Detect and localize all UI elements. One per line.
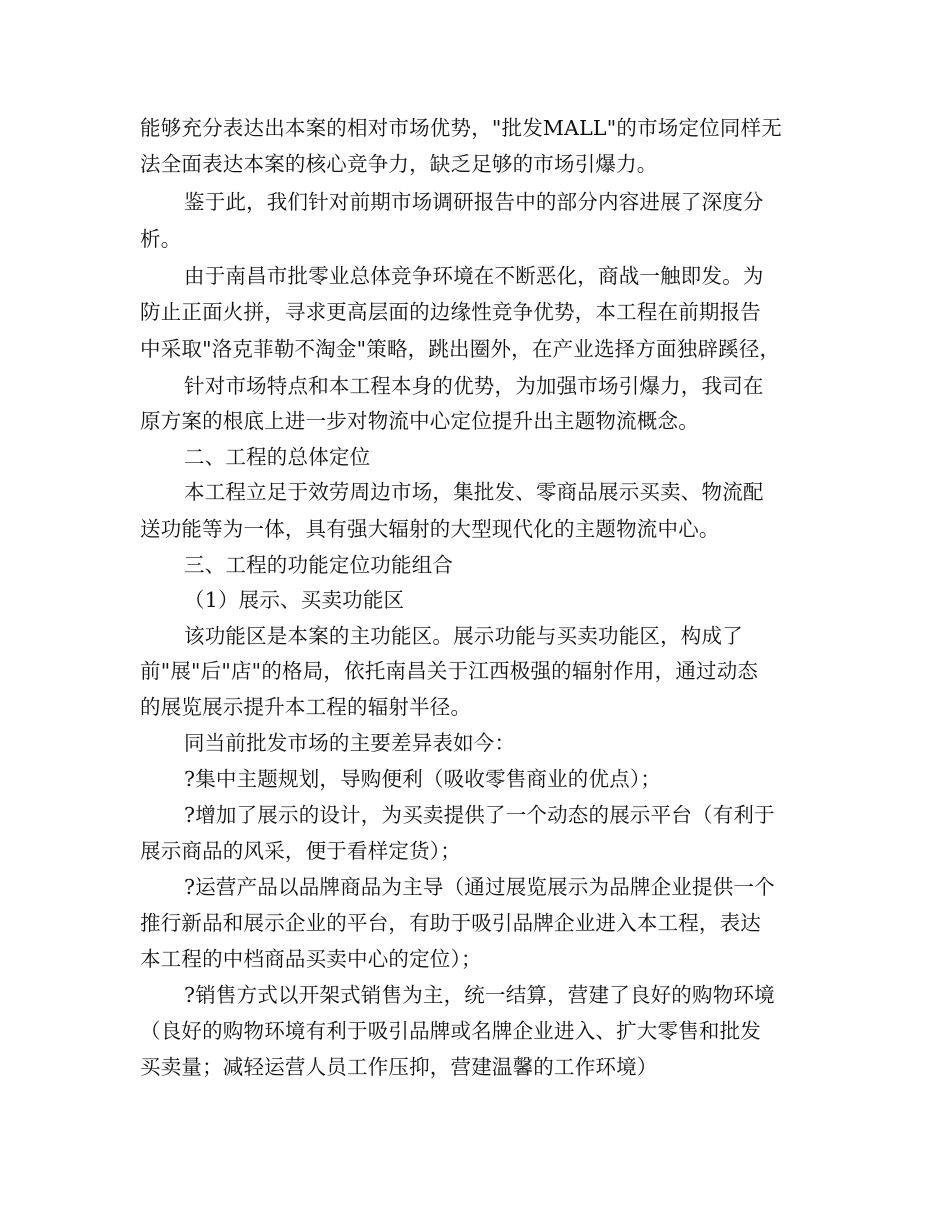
text-line: 本工程的中档商品买卖中心的定位）； xyxy=(140,947,482,971)
text-line: 中采取"洛克菲勒不淘金"策略，跳出圈外，在产业选择方面独辟蹊径， xyxy=(140,337,781,361)
subsection-heading: （1）展示、买卖功能区 xyxy=(184,588,405,612)
text-line: 针对市场特点和本工程本身的优势，为加强市场引爆力，我司在 xyxy=(184,374,764,398)
text-line: 推行新品和展示企业的平台，有助于吸引品牌企业进入本工程，表达 xyxy=(140,911,761,935)
text-line: 展示商品的风采，便于看样定货）； xyxy=(140,839,461,863)
section-heading: 二、工程的总体定位 xyxy=(184,445,371,469)
text-line: 同当前批发市场的主要差异表如今： xyxy=(184,731,516,755)
text-line: 原方案的根底上进一步对物流中心定位提升出主题物流概念。 xyxy=(140,409,699,433)
text-line: 本工程立足于效劳周边市场，集批发、零商品展示买卖、物流配 xyxy=(184,480,764,504)
text-line: 法全面表达本案的核心竞争力，缺乏足够的市场引爆力。 xyxy=(140,152,658,176)
list-item: ?销售方式以开架式销售为主，统一结算，营建了良好的购物环境 xyxy=(184,983,775,1007)
text-line: 该功能区是本案的主功能区。展示功能与买卖功能区，构成了 xyxy=(184,624,743,648)
text-line: 买卖量；减轻运营人员工作压抑，营建温馨的工作环境） xyxy=(140,1055,658,1079)
text-line: 防止正面火拼，寻求更高层面的边缘性竞争优势，本工程在前期报告 xyxy=(140,300,761,324)
list-item: ?增加了展示的设计，为买卖提供了一个动态的展示平台（有利于 xyxy=(184,803,775,827)
text-line: 的展览展示提升本工程的辐射半径。 xyxy=(140,695,472,719)
text-line: 由于南昌市批零业总体竞争环境在不断恶化，商战一触即发。为 xyxy=(184,264,764,288)
list-item: ?运营产品以品牌商品为主导（通过展览展示为品牌企业提供一个 xyxy=(184,875,775,899)
list-item: ?集中主题规划，导购便利（吸收零售商业的优点）； xyxy=(184,767,662,791)
text-line: 能够充分表达出本案的相对市场优势，"批发MALL"的市场定位同样无 xyxy=(140,116,782,140)
text-line: （良好的购物环境有利于吸引品牌或名牌企业进入、扩大零售和批发 xyxy=(140,1019,761,1043)
section-heading: 三、工程的功能定位功能组合 xyxy=(184,553,454,577)
text-line: 前"展"后"店"的格局，依托南昌关于江西极强的辐射作用，通过动态 xyxy=(140,659,759,683)
text-line: 送功能等为一体，具有强大辐射的大型现代化的主题物流中心。 xyxy=(140,517,720,541)
text-line: 析。 xyxy=(140,227,182,251)
text-line: 鉴于此，我们针对前期市场调研报告中的部分内容进展了深度分 xyxy=(184,190,764,214)
